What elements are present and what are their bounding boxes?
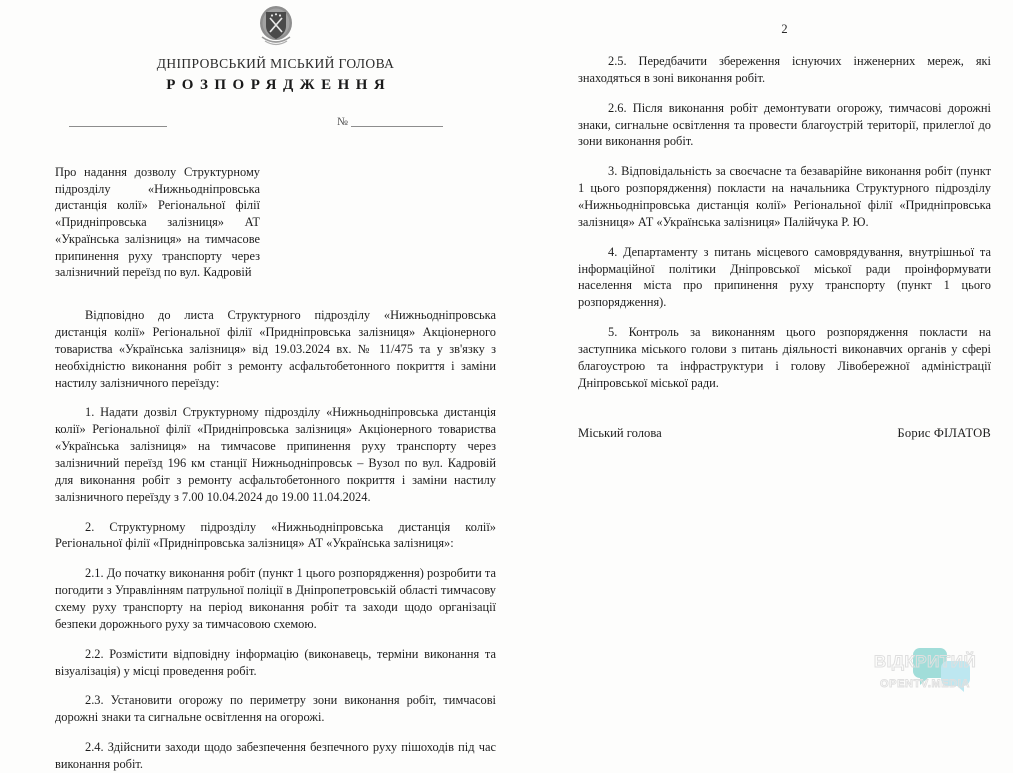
paragraph-item-3: 3. Відповідальність за своєчасне та безаварійне виконання робіт (пункт 1 цього розпорядження) покласти на начальника Структурного підрозділу «Нижньодніпровська дистанція колії» Регіональної філії «Придніпровська залізниця» АТ «Українська залізниця» Палійчука Р. Ю. [578,164,991,229]
paragraph-item-2-5: 2.5. Передбачити збереження існуючих інженерних мереж, які знаходяться в зоні виконання робіт. [578,54,991,85]
watermark-brand: ВІДКРИТИЙ [873,652,977,671]
paragraph-item-2-4: 2.4. Здійснити заходи щодо забезпечення безпечного руху пішоходів під час виконання робіт. [55,740,496,772]
signature-block [578,426,991,441]
organization-title: ДНІПРОВСЬКИЙ МІСЬКИЙ ГОЛОВА [156,56,395,71]
date-blank-line [69,126,167,127]
signatory-name: Борис ФІЛАТОВ [897,425,991,440]
watermark-domain: OPENTV.MEDIA [880,678,970,690]
paragraph-item-4: 4. Департаменту з питань місцевого самоврядування, внутрішньої та інформаційної політики Дніпровської міської ради проінформувати населення міста про припинення руху транспорту (пункт 1 цього розпорядження). [578,244,991,310]
paragraph-item-2-6: 2.6. Після виконання робіт демонтувати огорожу, тимчасові дорожні знаки, сигнальне освітлення та провести благоустрій території, прилеглої до зони виконання робіт. [578,100,991,149]
document-masthead [55,0,496,94]
coat-of-arms-icon [254,4,298,50]
date-number-row [55,112,496,142]
document-subject: Про надання дозволу Структурному підрозділу «Нижньодніпровська дистанція колії» Регіональної філії «Придніпровська залізниця» АТ «Українська залізниця» на тимчасове припинення руху транспорту через залізничний переїзд по вул. Кадровій [55,165,260,280]
document-type-heading: РОЗПОРЯДЖЕННЯ [166,77,392,93]
paragraph-item-5: 5. Контроль за виконанням цього розпорядження покласти на заступника міського голови з питань діяльності виконавчих органів у сфері благоустрою та інфраструктури і голову Лівобережної адміністрації Дніпровської міської ради. [578,325,991,390]
number-blank-line [351,126,443,127]
paragraph-intro: Відповідно до листа Структурного підрозділу «Нижньодніпровська дистанція колії» Регіональної філії «Придніпровська залізниця» Акціонерного товариства «Українська залізниця» від 19.03.2024 вх. № 11/475 та у зв'язку з необхідністю виконання робіт з ремонту асфальтобетонного покриття і заміни настилу залізничного переїзду: [55,308,496,390]
paragraph-item-1: 1. Надати дозвіл Структурному підрозділу «Нижньодніпровська дистанція колії» Регіональної філії «Придніпровська залізниця» Акціонерного товариства «Українська залізниця» на тимчасове припинення руху транспорту через залізничний переїзд 196 км станції Нижньодніпровськ – Вузол по вул. Кадровій для виконання робіт з ремонту асфальтобетонного покриття і заміни настилу залізничного переїзду з 7.00 10.04.2024 до 19.00 11.04.2024. [55,405,496,504]
page-number: 2 [781,22,788,36]
document-column-right [512,0,1013,720]
paragraph-item-2-1: 2.1. До початку виконання робіт (пункт 1 цього розпорядження) розробити та погодити з Управлінням патрульної поліції в Дніпропетровській області тимчасову схему руху транспорту на період виконання робіт та заходи щодо організації безпеки дорожнього руху за тимчасовою схемою. [55,566,496,631]
number-label: № [337,116,348,128]
paragraph-item-2: 2. Структурному підрозділу «Нижньодніпровська дистанція колії» Регіональної філії «Придніпровська залізниця» АТ «Українська залізниця»: [55,519,496,551]
paragraph-item-2-2: 2.2. Розмістити відповідну інформацію (виконавець, терміни виконання та візуалізація) у місці проведення робіт. [55,646,496,678]
paragraph-item-2-3: 2.3. Установити огорожу по периметру зони виконання робіт, тимчасові дорожні знаки та сигнальне освітлення на огорожі. [55,693,496,725]
signatory-position: Міський голова [578,425,662,440]
